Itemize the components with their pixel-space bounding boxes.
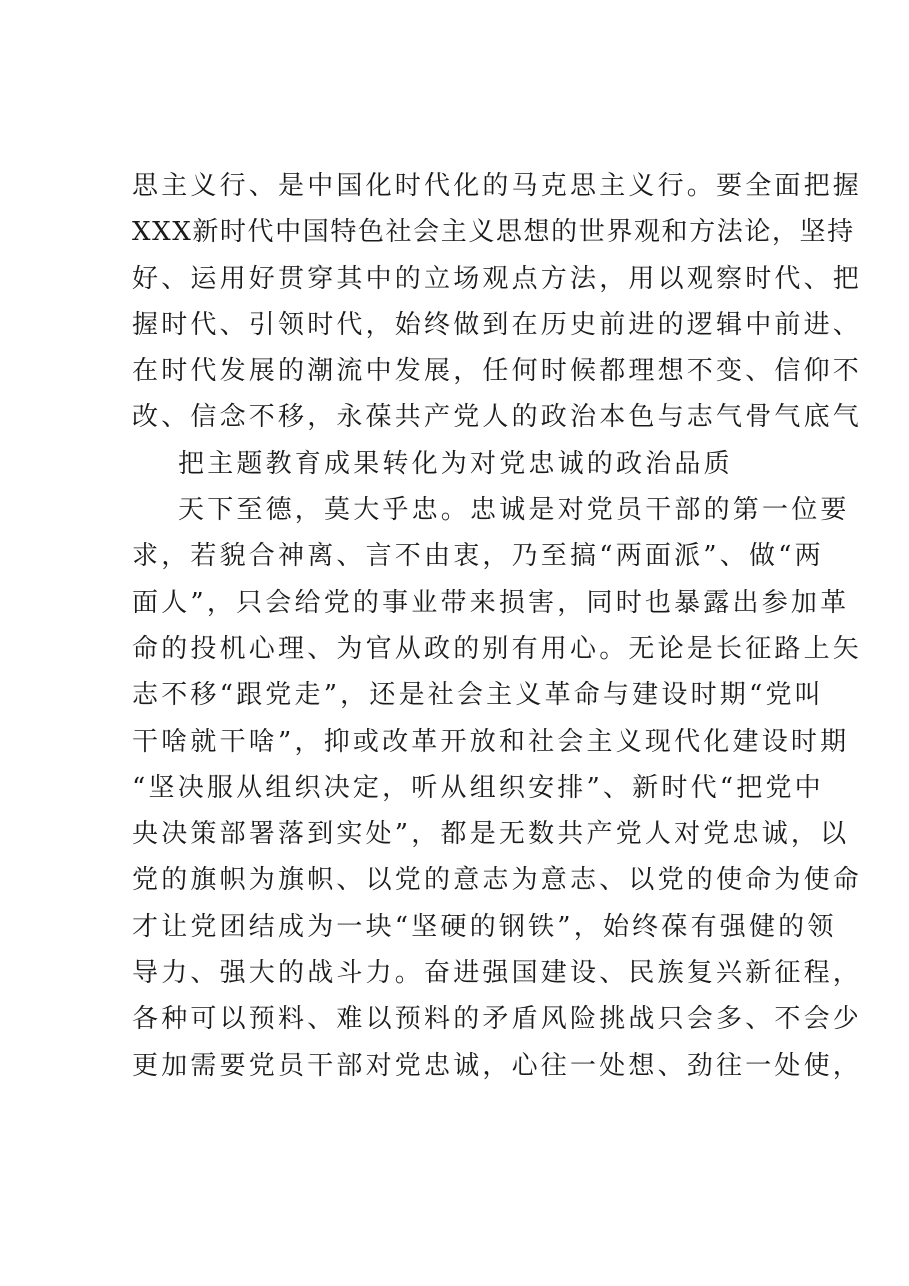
paragraph-line: 才让党团结成为一块“坚硬的钢铁”，始终葆有强健的领 bbox=[132, 911, 837, 942]
paragraph-line: 改、信念不移，永葆共产党人的政治本色与志气骨气底气 bbox=[132, 402, 863, 433]
paragraph-line: 握时代、引领时代，始终做到在历史前进的逻辑中前进、 bbox=[132, 309, 863, 340]
paragraph-line: 更加需要党员干部对党忠诚，心往一处想、劲往一处使， bbox=[132, 1050, 863, 1081]
paragraph-line: XXX新时代中国特色社会主义思想的世界观和方法论，坚持 bbox=[132, 217, 855, 248]
paragraph-line: 导力、强大的战斗力。奋进强国建设、民族复兴新征程， bbox=[132, 958, 863, 989]
paragraph-line: 党的旗帜为旗帜、以党的意志为意志、以党的使命为使命 bbox=[132, 865, 863, 896]
section-heading: 把主题教育成果转化为对党忠诚的政治品质 bbox=[178, 448, 733, 479]
paragraph-line: 思主义行、是中国化时代化的马克思主义行。要全面把握 bbox=[132, 171, 863, 201]
paragraph-line: 好、运用好贯穿其中的立场观点方法，用以观察时代、把 bbox=[132, 263, 863, 294]
paragraph-line: 天下至德，莫大乎忠。忠诚是对党员干部的第一位要 bbox=[178, 495, 850, 526]
paragraph-line: 在时代发展的潮流中发展，任何时候都理想不变、信仰不 bbox=[132, 356, 863, 387]
paragraph-line: 各种可以预料、难以预料的矛盾风险挑战只会多、不会少 bbox=[132, 1004, 863, 1035]
paragraph-line: 求，若貌合神离、言不由衷，乃至搞“两面派”、做“两 bbox=[132, 541, 824, 572]
paragraph-line: 央决策部署落到实处”，都是无数共产党人对党忠诚，以 bbox=[132, 819, 850, 850]
paragraph-line: 志不移“跟党走”，还是社会主义革命与建设时期“党叫 bbox=[132, 680, 824, 711]
paragraph-line: 面人”，只会给党的事业带来损害，同时也暴露出参加革 bbox=[132, 587, 850, 618]
paragraph-line: “坚决服从组织决定，听从组织安排”、新时代“把党中 bbox=[132, 772, 824, 803]
paragraph-line: 干啥就干啥”，抑或改革开放和社会主义现代化建设时期 bbox=[132, 726, 850, 757]
paragraph-line: 命的投机心理、为官从政的别有用心。无论是长征路上矢 bbox=[132, 633, 863, 664]
document-body bbox=[132, 163, 863, 1089]
